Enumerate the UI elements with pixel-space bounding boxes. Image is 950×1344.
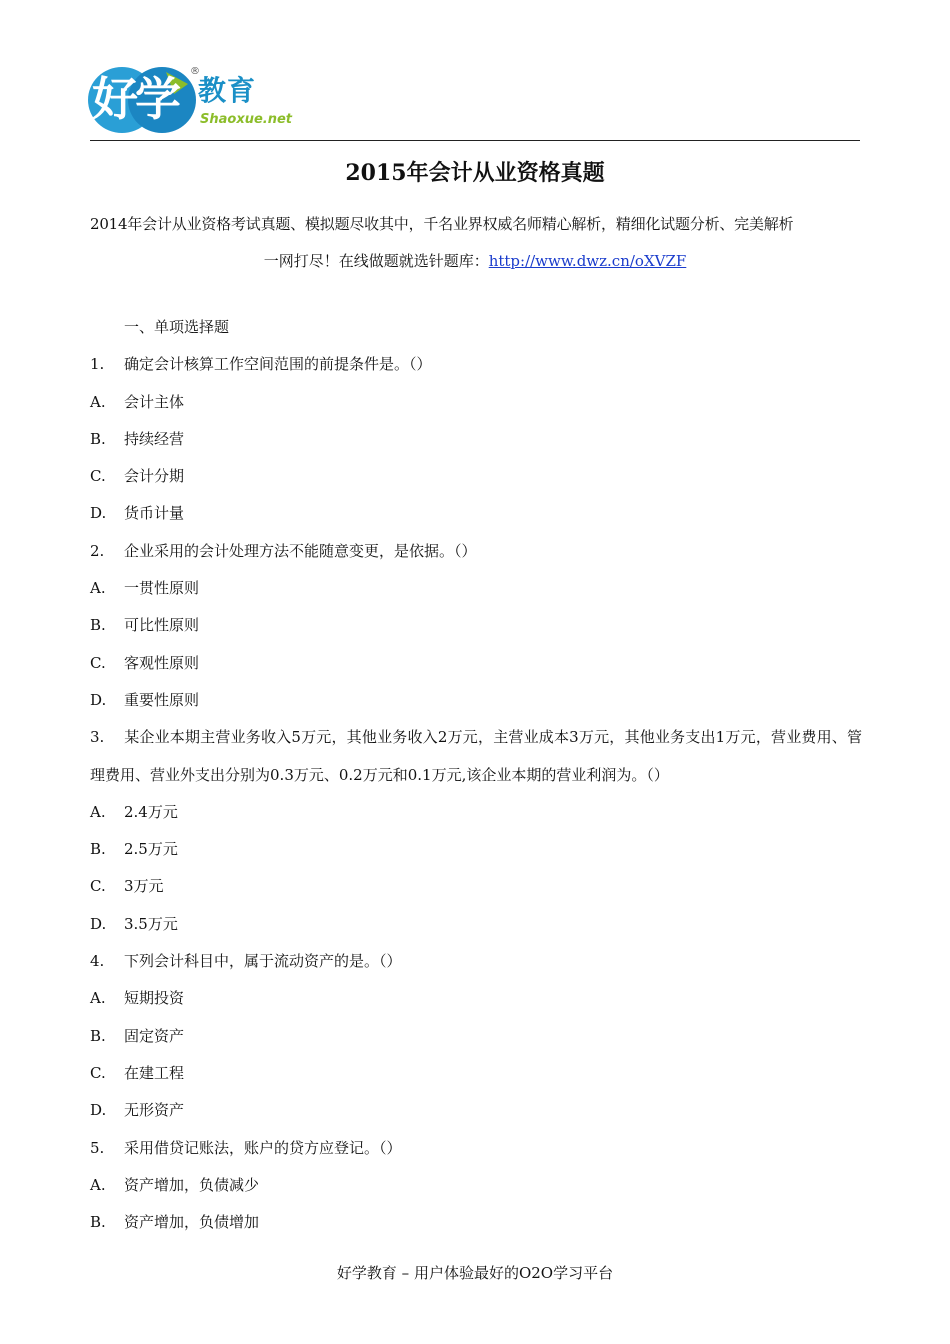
- question-text: 某企业本期主营业务收入5万元，其他业务收入2万元，主营业成本3万元，其他业务支出1万元，营业费用、管理费用、营业外支出分别为0.3万元、0.2万元和0.1万元,该企业本期的营业利润为。（）: [90, 728, 862, 784]
- logo-registered-mark: ®: [190, 66, 200, 77]
- intro-paragraph: [90, 206, 860, 280]
- option-4d[interactable]: [90, 1092, 862, 1129]
- header-divider: [90, 140, 860, 141]
- option-3b[interactable]: [90, 831, 862, 868]
- option-text: 会计分期: [124, 467, 185, 486]
- intro-line-1: 2014年会计从业资格考试真题、模拟题尽收其中，千名业界权威名师精心解析，精细化试题分析、完美解析: [90, 215, 794, 233]
- option-text: 2.5万元: [124, 840, 178, 859]
- option-3a[interactable]: [90, 794, 862, 831]
- option-1d[interactable]: [90, 495, 862, 532]
- question-1: [90, 346, 862, 383]
- question-text: 确定会计核算工作空间范围的前提条件是。（）: [124, 355, 432, 374]
- option-text: 会计主体: [124, 392, 185, 411]
- option-label: B.: [90, 1213, 106, 1232]
- option-text: 在建工程: [124, 1063, 185, 1082]
- question-text: 下列会计科目中，属于流动资产的是。（）: [124, 952, 402, 971]
- option-text: 一贯性原则: [124, 579, 200, 598]
- question-3: [90, 719, 862, 794]
- page-footer: 好学教育 – 用户体验最好的O2O学习平台: [336, 1264, 614, 1282]
- option-text: 2.4万元: [124, 802, 178, 821]
- option-text: 3.5万元: [124, 914, 178, 933]
- option-text: 资产增加，负债增加: [124, 1213, 260, 1232]
- option-label: A.: [90, 989, 106, 1008]
- intro-line-2-text: 一网打尽！在线做题就选针题库：: [263, 252, 489, 270]
- option-label: B.: [90, 1026, 106, 1045]
- shaoxue-logo[interactable]: [88, 62, 293, 142]
- option-label: B.: [90, 429, 106, 448]
- option-label: C.: [90, 653, 106, 672]
- option-1c[interactable]: [90, 458, 862, 495]
- option-label: C.: [90, 877, 106, 896]
- option-3d[interactable]: [90, 906, 862, 943]
- option-1b[interactable]: [90, 421, 862, 458]
- question-list: [90, 309, 862, 1241]
- option-2b[interactable]: [90, 607, 862, 644]
- option-label: A.: [90, 802, 106, 821]
- logo-edu-text: 教育: [198, 74, 257, 107]
- question-text: 企业采用的会计处理方法不能随意变更，是依据。（）: [124, 541, 477, 560]
- option-text: 客观性原则: [124, 653, 200, 672]
- option-text: 重要性原则: [124, 690, 200, 709]
- option-1a[interactable]: [90, 384, 862, 421]
- option-text: 短期投资: [124, 989, 185, 1008]
- option-2a[interactable]: [90, 570, 862, 607]
- option-5b[interactable]: [90, 1204, 862, 1241]
- question-bank-link[interactable]: http://www.dwz.cn/oXVZF: [488, 252, 687, 270]
- question-text: 采用借贷记账法，账户的贷方应登记。（）: [124, 1138, 402, 1157]
- option-label: A.: [90, 392, 106, 411]
- intro-line-2: [90, 243, 860, 280]
- option-text: 可比性原则: [124, 616, 200, 635]
- option-label: B.: [90, 616, 106, 635]
- option-text: 资产增加，负债减少: [124, 1175, 260, 1194]
- option-label: B.: [90, 840, 106, 859]
- logo-cn-name: 好学: [92, 72, 178, 126]
- option-label: D.: [90, 504, 107, 523]
- question-number: 2.: [90, 541, 105, 560]
- document-title: 2015年会计从业资格真题: [345, 160, 605, 186]
- option-text: 货币计量: [124, 504, 185, 523]
- option-4b[interactable]: [90, 1018, 862, 1055]
- option-label: D.: [90, 1101, 107, 1120]
- option-label: D.: [90, 914, 107, 933]
- option-2c[interactable]: [90, 645, 862, 682]
- question-2: [90, 533, 862, 570]
- option-label: C.: [90, 1063, 106, 1082]
- question-number: 3.: [90, 728, 105, 747]
- question-4: [90, 943, 862, 980]
- question-number: 1.: [90, 355, 105, 374]
- section-heading: 一、单项选择题: [124, 318, 230, 336]
- question-number: 4.: [90, 952, 105, 971]
- option-label: A.: [90, 579, 106, 598]
- option-text: 无形资产: [124, 1101, 185, 1120]
- logo-domain: Shaoxue.net: [200, 112, 293, 127]
- option-2d[interactable]: [90, 682, 862, 719]
- option-text: 固定资产: [124, 1026, 185, 1045]
- question-number: 5.: [90, 1138, 105, 1157]
- option-label: C.: [90, 467, 106, 486]
- option-3c[interactable]: [90, 868, 862, 905]
- option-4c[interactable]: [90, 1055, 862, 1092]
- option-text: 3万元: [124, 877, 164, 896]
- option-label: D.: [90, 690, 107, 709]
- option-4a[interactable]: [90, 980, 862, 1017]
- option-5a[interactable]: [90, 1167, 862, 1204]
- question-5: [90, 1130, 862, 1167]
- option-text: 持续经营: [124, 429, 185, 448]
- option-label: A.: [90, 1175, 106, 1194]
